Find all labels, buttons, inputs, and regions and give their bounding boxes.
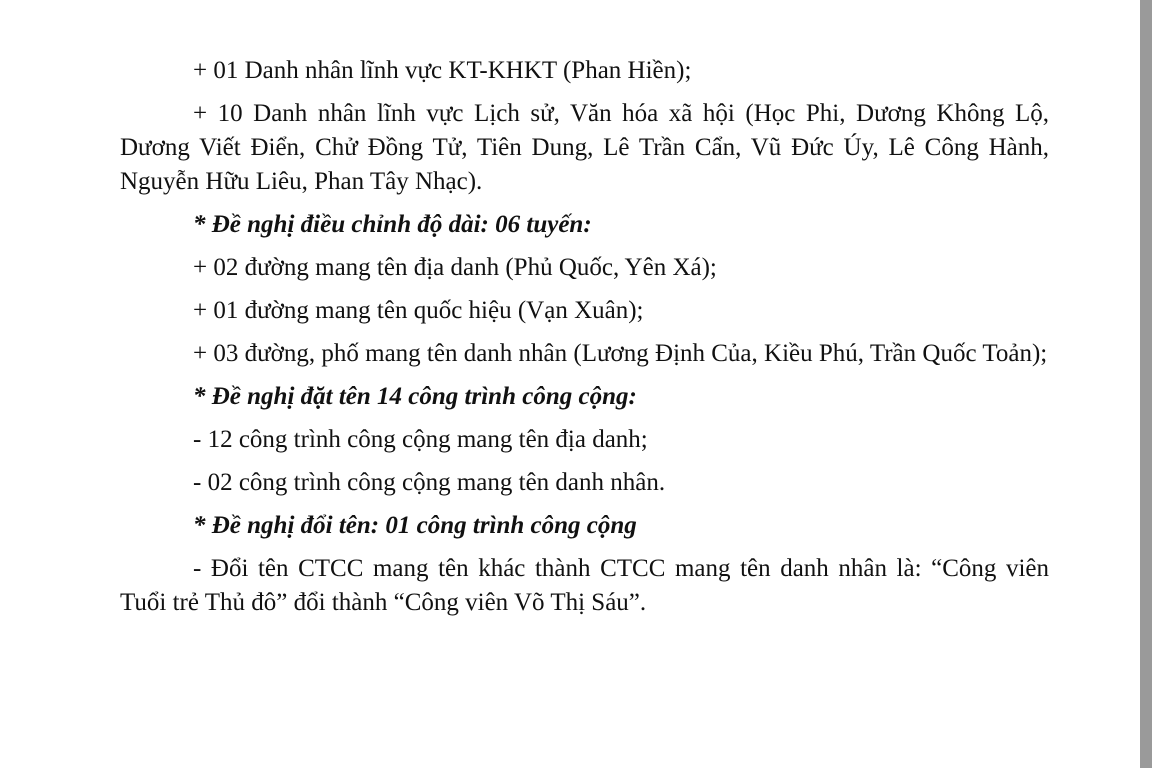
- paragraph-dia-danh: + 02 đường mang tên địa danh (Phủ Quốc, Yên Xá);: [193, 254, 717, 281]
- paragraph-kt-khkt: + 01 Danh nhân lĩnh vực KT-KHKT (Phan Hiền);: [193, 57, 692, 84]
- document-body: [120, 54, 1049, 629]
- paragraph-quoc-hieu: + 01 đường mang tên quốc hiệu (Vạn Xuân);: [193, 297, 644, 324]
- page-edge-scrollbar: [1140, 0, 1152, 768]
- heading-doi-ten: * Đề nghị đổi tên: 01 công trình công cộng: [193, 512, 637, 539]
- paragraph-doi-ten-cong-vien: - Đổi tên CTCC mang tên khác thành CTCC mang tên danh nhân là: “Công viên Tuổi trẻ Thủ đô” đổi thành “Công viên Võ Thị Sáu”.: [120, 555, 1049, 616]
- paragraph-lich-su-van-hoa: + 10 Danh nhân lĩnh vực Lịch sử, Văn hóa xã hội (Học Phi, Dương Không Lộ, Dương Viết Điển, Chử Đồng Tử, Tiên Dung, Lê Trần Cẩn, Vũ Đức Úy, Lê Công Hành, Nguyễn Hữu Liêu, Phan Tây Nhạc).: [120, 100, 1049, 195]
- heading-dat-ten-cong-trinh: * Đề nghị đặt tên 14 công trình công cộng:: [193, 383, 637, 410]
- heading-dieu-chinh-do-dai: * Đề nghị điều chỉnh độ dài: 06 tuyến:: [193, 211, 592, 238]
- paragraph-cong-trinh-dia-danh: - 12 công trình công cộng mang tên địa danh;: [193, 426, 648, 453]
- paragraph-cong-trinh-danh-nhan: - 02 công trình công cộng mang tên danh nhân.: [193, 469, 666, 496]
- paragraph-danh-nhan-duong-pho: + 03 đường, phố mang tên danh nhân (Lương Định Của, Kiều Phú, Trần Quốc Toản);: [193, 340, 1048, 367]
